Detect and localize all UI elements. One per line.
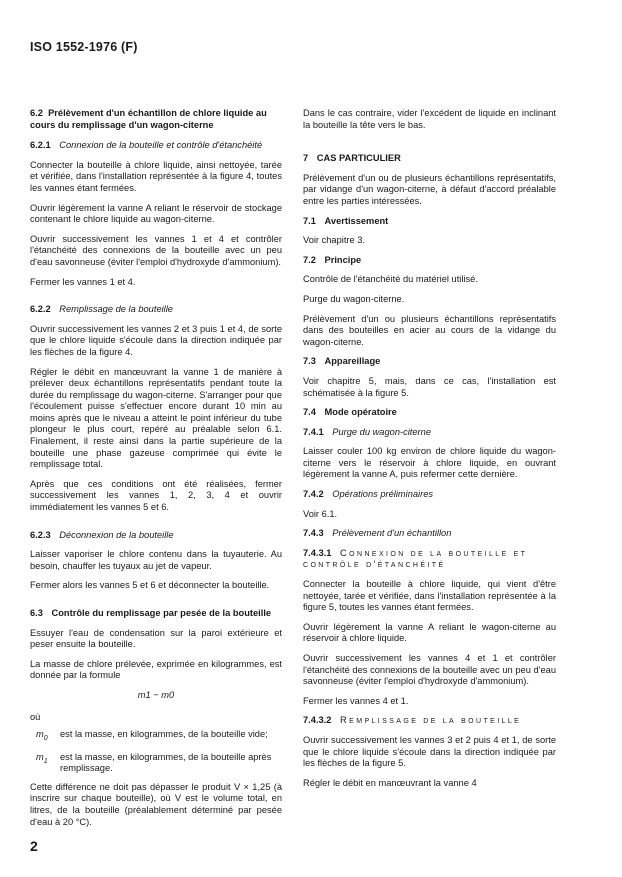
left-column	[30, 108, 282, 836]
paragraph: Ouvrir successivement les vannes 2 et 3 puis 1 et 4, de sorte que le chlore liquide s'écoule dans la direction indiquée par les flèches de la figure 4.	[30, 323, 282, 357]
section-6-2-3-heading: 6.2.3 Déconnexion de la bouteille	[30, 529, 174, 540]
paragraph: Ouvrir légèrement la vanne A reliant le réservoir de stockage contenant le chlore liquide au wagon-citerne.	[30, 202, 282, 225]
section-6-3-heading: 6.3 Contrôle du remplissage par pesée de la bouteille	[30, 608, 272, 618]
variable-m0: $m_0$ est la masse, en kilogrammes, de la bouteille vide;	[30, 729, 282, 744]
section-7-4-2-heading: 7.4.2 Opérations préliminaires	[303, 489, 434, 500]
paragraph: Ouvrir successivement les vannes 3 et 2 puis 4 et 1, de sorte que le chlore liquide s'écoule dans la direction indiquée par les flèches de la figure 5.	[303, 734, 556, 769]
paragraph: Dans le cas contraire, vider l'excédent de liquide en inclinant la bouteille la tête vers le bas.	[303, 108, 556, 130]
paragraph: Voir 6.1.	[303, 508, 338, 519]
page-number: 2	[30, 838, 38, 854]
paragraph: Connecter la bouteille à chlore liquide, qui vient d'être nettoyée, tarée et vérifiée, dans l'installation représentée à la figure 5, toutes les vannes étant fermées.	[303, 579, 556, 613]
paragraph: Prélèvement d'un ou de plusieurs échantillons représentatifs, par vidange d'un wagon-citerne, à défaut d'accord préalable entre les parties intéressées.	[303, 172, 556, 206]
section-7-4-3-1-heading: 7.4.3.1 Connexion de la bouteille et contrôle d'étanchéité	[303, 547, 528, 570]
paragraph: Laisser couler 100 kg environ de chlore liquide du wagon-citerne vers le réservoir à chlore liquide, en ouvrant légèrement la vanne A, puis refermer cette dernière.	[303, 446, 556, 480]
paragraph: Contrôle de l'étanchéité du matériel utilisé.	[303, 274, 478, 285]
paragraph: Ouvrir légèrement la vanne A reliant le wagon-citerne au réservoir à chlore liquide.	[303, 621, 556, 644]
paragraph: Ouvrir successivement les vannes 4 et 1 et contrôler l'étanchéité des connexions de la bouteille avec un peu d'eau savonneuse (éviter l'emploi d'hydroxyde d'ammonium).	[303, 653, 556, 687]
where-label: où	[30, 711, 41, 722]
paragraph: Voir chapitre 3.	[303, 235, 366, 246]
section-7-heading: 7 CAS PARTICULIER	[303, 153, 401, 164]
section-7-2-heading: 7.2 Principe	[303, 254, 362, 265]
right-column	[303, 108, 556, 797]
section-6-2-2-heading: 6.2.2 Remplissage de la bouteille	[30, 304, 173, 315]
paragraph: Purge du wagon-citerne.	[303, 293, 405, 304]
symbol-m0: $m_0$	[36, 729, 48, 743]
paragraph: La masse de chlore prélevée, exprimée en kilogrammes, est donnée par la formule	[30, 658, 282, 681]
paragraph: Prélèvement d'un ou plusieurs échantillons représentatifs dans des bouteilles en acier au cours de la vidange du wagon-citerne.	[303, 313, 556, 347]
paragraph: Voir chapitre 5, mais, dans ce cas, l'installation est schématisée à la figure 5.	[303, 375, 556, 398]
variable-m1: $m_1$ est la masse, en kilogrammes, de la bouteille après remplissage.	[30, 752, 282, 775]
paragraph: Après que ces conditions ont été réalisées, fermer successivement les vannes 1, 2, 3, 4 et ouvrir immédiatement les vannes 5 et 6.	[30, 478, 282, 513]
section-7-1-heading: 7.1 Avertissement	[303, 215, 389, 226]
paragraph: Laisser vaporiser le chlore contenu dans la tuyauterie. Au besoin, chauffer les tuyaux au jet de vapeur.	[30, 549, 282, 571]
section-7-3-heading: 7.3 Appareillage	[303, 356, 381, 367]
paragraph: Fermer les vannes 4 et 1.	[303, 695, 409, 706]
paragraph: Connecter la bouteille à chlore liquide, ainsi nettoyée, tarée et vérifiée, dans l'installation représentée à la figure 4, toutes les vannes étant fermées.	[30, 159, 282, 193]
formula: m1 − m0	[137, 689, 175, 700]
paragraph: Cette différence ne doit pas dépasser le produit V × 1,25 (à inscrire sur chaque bouteille), où V est le volume total, en litres, de la bouteille (préalablement déterminé par pesée d'eau à 20 °C).	[30, 781, 282, 827]
document-header: ISO 1552-1976 (F)	[30, 40, 138, 54]
symbol-m1: $m_1$	[36, 751, 48, 765]
section-7-4-heading: 7.4 Mode opératoire	[303, 407, 397, 418]
section-7-4-1-heading: 7.4.1 Purge du wagon-citerne	[303, 426, 431, 437]
paragraph: Régler le débit en manœuvrant la vanne 1 de manière à prélever deux échantillons représentatifs pendant toute la durée du remplissage du wagon-citerne. S'arranger pour que l'écoulement puisse s'effectuer encore durant 10 min au moins après que le niveau a atteint le point inférieur du tube plongeur le plus court, repéré au préalable selon 6.1. Finalement, il reste ainsi dans la partie supérieure de la bouteille une phase gazeuse comprimée qui évite le remplissage total.	[30, 366, 282, 470]
section-6-2-1-heading: 6.2.1 Connexion de la bouteille et contrôle d'étanchéité	[30, 140, 263, 151]
paragraph: Ouvrir successivement les vannes 1 et 4 et contrôler l'étanchéité des connexions de la bouteille avec un peu d'eau savonneuse (éviter l'emploi d'hydroxyde d'ammonium).	[30, 233, 282, 267]
section-7-4-3-2-heading: 7.4.3.2 Remplissage de la bouteille	[303, 715, 522, 726]
paragraph: Fermer alors les vannes 5 et 6 et déconnecter la bouteille.	[30, 580, 270, 591]
section-7-4-3-heading: 7.4.3 Prélèvement d'un échantillon	[303, 528, 452, 539]
section-6-2-heading: 6.2 Prélèvement d'un échantillon de chlore liquide au cours du remplissage d'un wagon-citerne	[30, 108, 267, 130]
paragraph: Essuyer l'eau de condensation sur la paroi extérieure et peser ensuite la bouteille.	[30, 627, 282, 650]
paragraph: Fermer les vannes 1 et 4.	[30, 276, 136, 287]
paragraph: Régler le débit en manœuvrant la vanne 4	[303, 777, 477, 788]
